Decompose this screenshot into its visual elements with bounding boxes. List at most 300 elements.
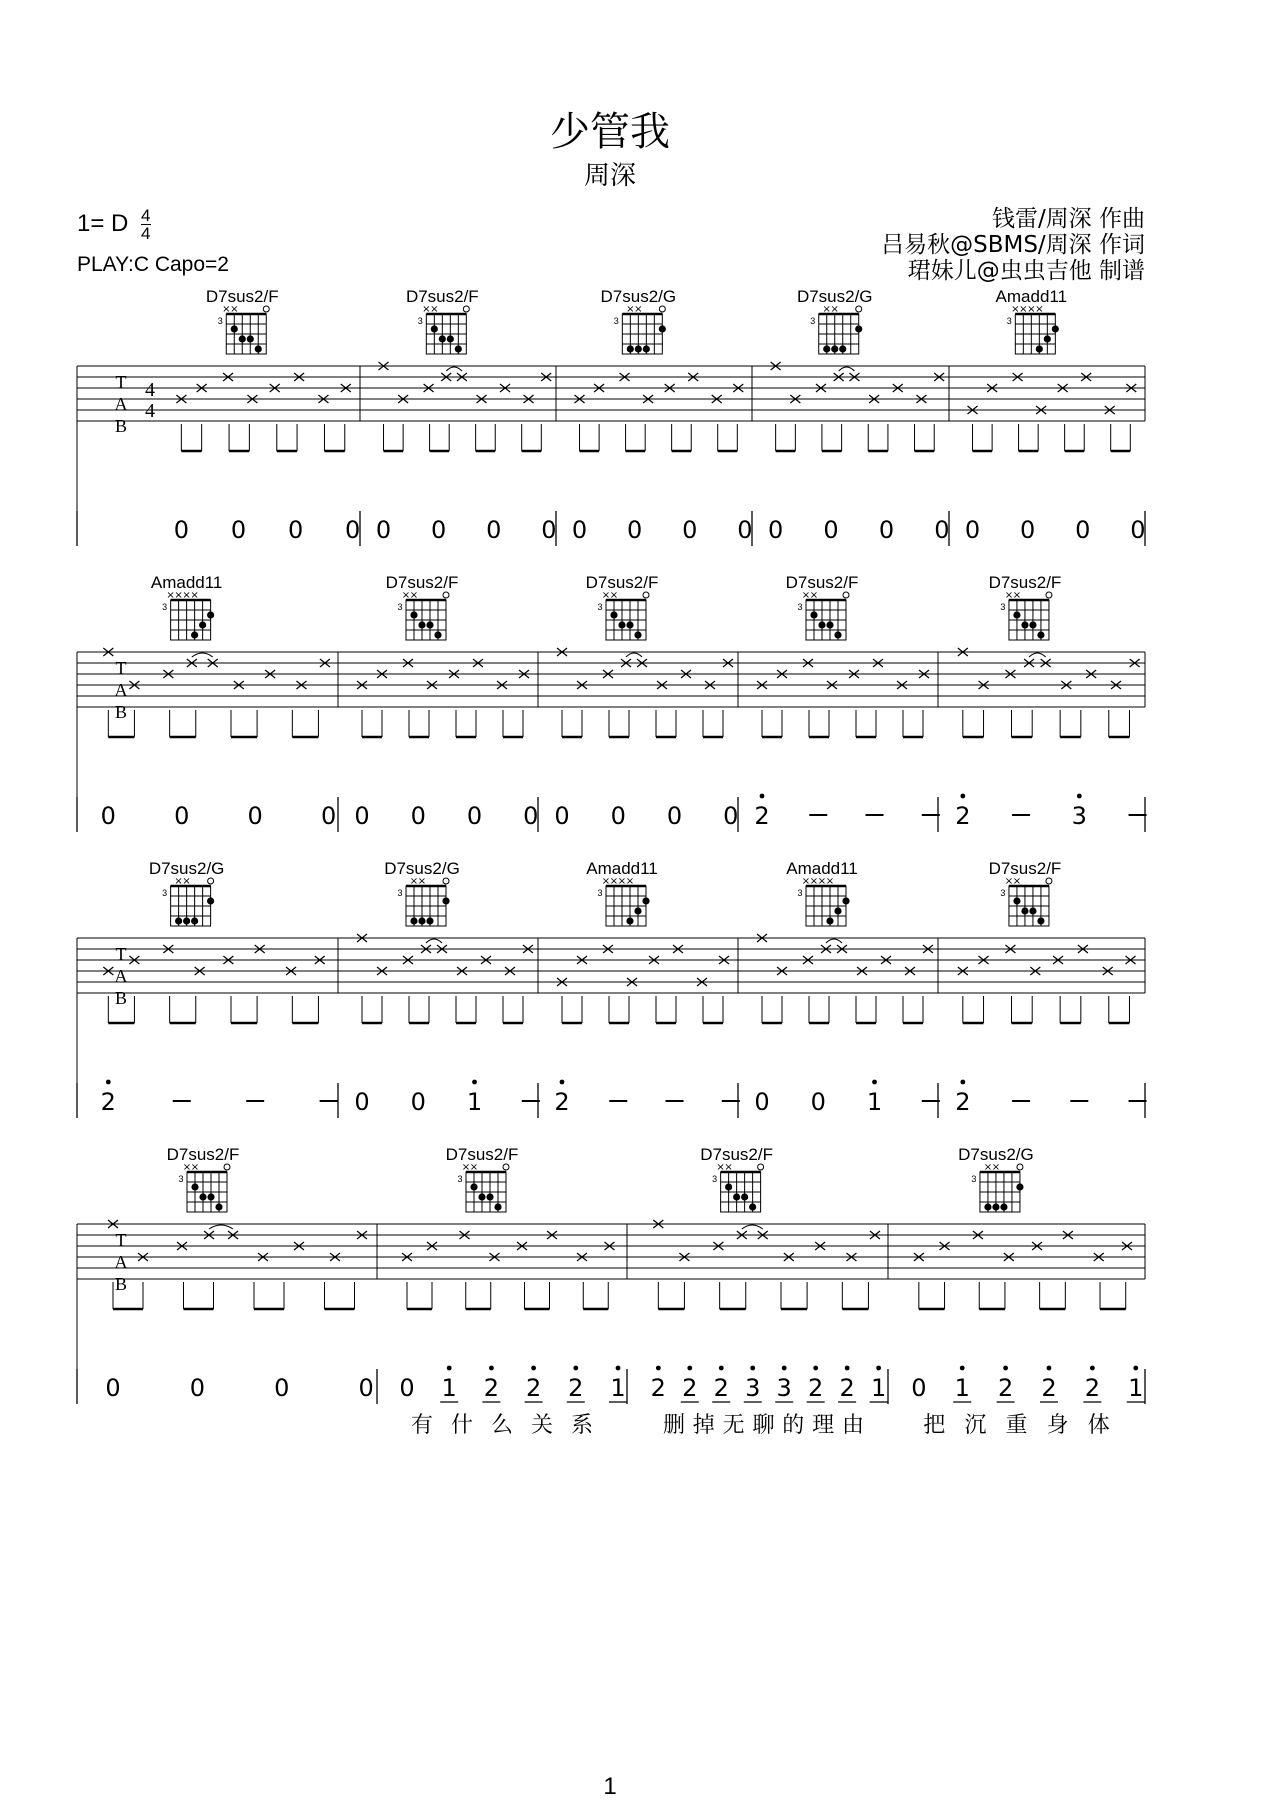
chord-diagram xyxy=(797,287,873,354)
chord-diagram xyxy=(151,573,223,640)
chord-finger-dot xyxy=(442,897,449,904)
high-octave-dot xyxy=(616,1366,621,1371)
chord-name: Amadd11 xyxy=(586,859,658,878)
jianpu-note: 0 xyxy=(320,802,337,830)
system xyxy=(77,573,1147,832)
tab-tie-arc xyxy=(192,653,213,657)
chord-name: Amadd11 xyxy=(786,859,858,878)
chord-mute-mark: × xyxy=(1004,590,1014,601)
chord-finger-dot xyxy=(634,631,641,638)
page-number: 1 xyxy=(603,1773,617,1800)
chord-fret-number: 3 xyxy=(1006,316,1012,326)
jianpu-note: 0 xyxy=(358,1374,374,1402)
chord-mute-mark: × xyxy=(190,1162,200,1173)
chord-finger-dot xyxy=(749,1203,756,1210)
chord-mute-mark: × xyxy=(1035,304,1044,315)
chord-diagram xyxy=(586,573,659,640)
lyric-char: 么 xyxy=(490,1413,514,1438)
chord-mute-mark: × xyxy=(174,876,183,887)
jianpu-note: 0 xyxy=(1020,516,1036,544)
chord-finger-dot xyxy=(818,621,825,628)
lyric-char: 由 xyxy=(841,1413,864,1438)
chord-finger-dot xyxy=(255,345,262,352)
chord-finger-dot xyxy=(175,917,182,924)
jianpu-note: 3 xyxy=(745,1374,761,1402)
chord-mute-mark: × xyxy=(601,876,611,887)
chord-fret-number: 3 xyxy=(810,316,816,326)
chord-mute-mark: × xyxy=(716,1162,725,1173)
jianpu-note: 0 xyxy=(174,802,190,830)
chord-finger-dot xyxy=(215,1203,222,1210)
chord-diagram xyxy=(786,859,858,926)
credit-composer: 钱雷/周深 作曲 xyxy=(991,206,1145,232)
chord-name: D7sus2/F xyxy=(445,1145,519,1164)
chord-diagram xyxy=(700,1145,773,1212)
high-octave-dot xyxy=(960,1080,965,1085)
chord-finger-dot xyxy=(725,1183,732,1190)
chord-open-mark xyxy=(843,592,849,598)
lyric-char: 理 xyxy=(812,1413,835,1438)
chord-mute-mark: × xyxy=(1019,304,1028,315)
jianpu-note: 0 xyxy=(354,802,370,830)
tab-clef-letter: B xyxy=(114,1274,128,1294)
chord-diagram xyxy=(149,859,225,926)
jianpu-note: 0 xyxy=(610,802,626,830)
jianpu-note: 2 xyxy=(682,1374,698,1402)
key-label: 1= D xyxy=(77,209,129,237)
jianpu-note: 0 xyxy=(911,1374,927,1402)
chord-diagram xyxy=(989,573,1062,640)
chord-mute-mark: × xyxy=(401,590,411,601)
chord-diagram xyxy=(958,1145,1034,1212)
chord-mute-mark: × xyxy=(609,876,619,887)
chord-finger-dot xyxy=(410,917,417,924)
lyric-char: 把 xyxy=(923,1413,946,1438)
tab-clef-letter: T xyxy=(115,372,127,392)
system xyxy=(77,1145,1145,1438)
chord-finger-dot xyxy=(855,325,862,332)
jianpu-note: 1 xyxy=(954,1374,970,1402)
chord-name: D7sus2/G xyxy=(148,859,225,878)
high-octave-dot xyxy=(876,1366,881,1371)
chord-diagram xyxy=(786,573,859,640)
jianpu-note: 0 xyxy=(571,516,588,544)
jianpu-note: 2 xyxy=(1041,1374,1057,1402)
chord-fret-number: 3 xyxy=(797,888,803,898)
jianpu-note: 0 xyxy=(345,516,361,544)
lyric-char: 关 xyxy=(530,1413,554,1438)
chord-diagram xyxy=(989,859,1062,926)
song-artist: 周深 xyxy=(583,161,636,191)
chord-mute-mark: × xyxy=(724,1162,733,1173)
chord-finger-dot xyxy=(1029,907,1036,914)
chord-finger-dot xyxy=(626,917,633,924)
tab-tie-arc xyxy=(426,939,442,943)
jianpu-note: 2 xyxy=(554,1088,570,1116)
chord-mute-mark: × xyxy=(430,304,439,315)
chord-finger-dot xyxy=(239,335,246,342)
chord-finger-dot xyxy=(1013,897,1020,904)
chord-mute-mark: × xyxy=(626,304,635,315)
high-octave-dot xyxy=(106,1080,111,1085)
lyric-char: 系 xyxy=(570,1413,594,1438)
chord-open-mark xyxy=(659,306,665,312)
chord-finger-dot xyxy=(478,1193,485,1200)
jianpu-note: 0 xyxy=(173,516,190,544)
tab-time-bottom: 4 xyxy=(145,400,155,422)
jianpu-note: 0 xyxy=(810,1088,826,1116)
high-octave-dot xyxy=(750,1366,755,1371)
chord-fret-number: 3 xyxy=(1000,888,1006,898)
time-signature-bottom: 4 xyxy=(141,224,151,243)
chord-fret-number: 3 xyxy=(597,888,603,898)
tab-time-top: 4 xyxy=(145,379,155,401)
jianpu-note: 0 xyxy=(399,1374,415,1402)
high-octave-dot xyxy=(531,1366,536,1371)
tab-clef-letter: A xyxy=(114,394,128,414)
chord-finger-dot xyxy=(1013,611,1020,618)
lyric-char: 身 xyxy=(1046,1413,1069,1438)
chord-finger-dot xyxy=(191,917,198,924)
jianpu-note: 1 xyxy=(466,1088,483,1116)
tab-clef-letter: A xyxy=(114,680,128,700)
jianpu-note: 0 xyxy=(627,516,643,544)
chord-finger-dot xyxy=(434,631,441,638)
chord-name: D7sus2/F xyxy=(700,1145,773,1164)
high-octave-dot xyxy=(472,1080,477,1085)
high-octave-dot xyxy=(782,1366,787,1371)
chord-finger-dot xyxy=(810,611,817,618)
jianpu-note: 1 xyxy=(870,1374,887,1402)
chord-finger-dot xyxy=(659,325,666,332)
chord-finger-dot xyxy=(191,1183,198,1190)
chord-finger-dot xyxy=(826,621,833,628)
jianpu-note: 0 xyxy=(1075,516,1091,544)
lyric-char: 掉 xyxy=(692,1413,715,1438)
chord-finger-dot xyxy=(842,897,849,904)
time-signature-top: 4 xyxy=(141,206,151,225)
chord-finger-dot xyxy=(247,335,254,342)
high-octave-dot xyxy=(872,1080,877,1085)
play-capo-label: PLAY:C Capo=2 xyxy=(77,253,229,276)
chord-fret-number: 3 xyxy=(597,602,603,612)
chord-finger-dot xyxy=(207,1193,214,1200)
jianpu-note: 2 xyxy=(483,1374,500,1402)
jianpu-note: 2 xyxy=(754,802,770,830)
chord-mute-mark: × xyxy=(983,1162,993,1173)
jianpu-note: 0 xyxy=(375,516,392,544)
jianpu-note: 3 xyxy=(776,1374,792,1402)
chord-mute-mark: × xyxy=(809,876,819,887)
chord-finger-dot xyxy=(410,611,417,618)
jianpu-note: 0 xyxy=(287,516,304,544)
chord-finger-dot xyxy=(984,1203,991,1210)
chord-fret-number: 3 xyxy=(1000,602,1006,612)
chord-mute-mark: × xyxy=(174,590,183,601)
jianpu-note: 1 xyxy=(866,1088,883,1116)
chord-finger-dot xyxy=(494,1203,501,1210)
chord-name: D7sus2/G xyxy=(796,287,873,306)
chord-name: D7sus2/F xyxy=(988,859,1062,878)
tab-clef-letter: A xyxy=(114,1252,128,1272)
chord-name: D7sus2/F xyxy=(785,573,859,592)
chord-fret-number: 3 xyxy=(397,602,403,612)
jianpu-note: 2 xyxy=(100,1088,116,1116)
chord-open-mark xyxy=(1017,1164,1023,1170)
jianpu-note: 0 xyxy=(247,802,263,830)
jianpu-note: 0 xyxy=(878,516,895,544)
chord-finger-dot xyxy=(418,917,425,924)
chord-mute-mark: × xyxy=(182,590,191,601)
chord-fret-number: 3 xyxy=(417,316,423,326)
chord-diagram xyxy=(601,287,677,354)
chord-mute-mark: × xyxy=(1027,304,1036,315)
jianpu-note: 0 xyxy=(666,802,683,830)
lyric-char: 无 xyxy=(722,1413,745,1438)
chord-name: D7sus2/F xyxy=(385,573,459,592)
chord-open-mark xyxy=(758,1164,764,1170)
jianpu-note: 2 xyxy=(713,1374,729,1402)
chord-mute-mark: × xyxy=(609,590,619,601)
chord-name: D7sus2/G xyxy=(384,859,460,878)
chord-finger-dot xyxy=(1037,917,1044,924)
chord-name: D7sus2/F xyxy=(988,573,1062,592)
chord-mute-mark: × xyxy=(817,876,827,887)
jianpu-note: 0 xyxy=(541,516,557,544)
jianpu-note: 0 xyxy=(723,802,739,830)
chord-finger-dot xyxy=(627,345,634,352)
chord-mute-mark: × xyxy=(417,876,427,887)
chord-mute-mark: × xyxy=(809,590,819,601)
chord-finger-dot xyxy=(741,1193,748,1200)
jianpu-note: 2 xyxy=(568,1374,584,1402)
chord-open-mark xyxy=(463,306,469,312)
jianpu-note: 2 xyxy=(955,1088,971,1116)
jianpu-note: 0 xyxy=(737,516,753,544)
jianpu-note: 0 xyxy=(523,802,539,830)
jianpu-note: 2 xyxy=(955,802,971,830)
chord-open-mark xyxy=(1046,878,1052,884)
high-octave-dot xyxy=(1047,1366,1052,1371)
chord-finger-dot xyxy=(1016,1183,1023,1190)
chord-finger-dot xyxy=(634,907,641,914)
chord-finger-dot xyxy=(455,345,462,352)
jianpu-note: 2 xyxy=(808,1374,824,1402)
chord-open-mark xyxy=(643,592,649,598)
chord-fret-number: 3 xyxy=(397,888,403,898)
chord-finger-dot xyxy=(834,631,841,638)
chord-mute-mark: × xyxy=(190,590,199,601)
tab-tie-arc xyxy=(1029,653,1046,657)
jianpu-note: 0 xyxy=(682,516,698,544)
jianpu-note: 0 xyxy=(554,802,570,830)
chord-name: D7sus2/G xyxy=(958,1145,1034,1164)
chord-finger-dot xyxy=(199,621,206,628)
chord-diagram xyxy=(206,287,279,354)
jianpu-note: 0 xyxy=(100,802,116,830)
tab-tie-arc xyxy=(209,1225,233,1229)
chord-mute-mark: × xyxy=(166,590,175,601)
jianpu-note: 0 xyxy=(410,1088,426,1116)
lyric-char: 的 xyxy=(782,1413,805,1438)
chord-mute-mark: × xyxy=(1004,876,1014,887)
chord-finger-dot xyxy=(643,345,650,352)
chord-diagram xyxy=(446,1145,519,1212)
chord-open-mark xyxy=(443,592,449,598)
chord-open-mark xyxy=(1046,592,1052,598)
chord-open-mark xyxy=(208,878,214,884)
credit-lyricist: 吕易秋@SBMS/周深 作词 xyxy=(881,232,1145,258)
chord-finger-dot xyxy=(826,917,833,924)
chord-finger-dot xyxy=(1000,1203,1007,1210)
jianpu-note: 0 xyxy=(767,516,784,544)
chord-mute-mark: × xyxy=(1012,876,1022,887)
jianpu-note: 1 xyxy=(610,1374,626,1402)
chord-diagram xyxy=(996,287,1068,354)
chord-finger-dot xyxy=(231,325,238,332)
chord-finger-dot xyxy=(199,1193,206,1200)
chord-finger-dot xyxy=(834,907,841,914)
tab-clef-letter: A xyxy=(114,966,128,986)
chord-finger-dot xyxy=(635,345,642,352)
chord-mute-mark: × xyxy=(634,304,643,315)
chord-finger-dot xyxy=(191,631,198,638)
chord-mute-mark: × xyxy=(801,590,811,601)
jianpu-note: 0 xyxy=(823,516,839,544)
high-octave-dot xyxy=(560,1080,565,1085)
chord-mute-mark: × xyxy=(409,590,419,601)
chord-finger-dot xyxy=(426,917,433,924)
chord-fret-number: 3 xyxy=(162,602,168,612)
chord-finger-dot xyxy=(642,897,649,904)
chord-finger-dot xyxy=(1044,335,1051,342)
chord-name: D7sus2/F xyxy=(585,573,659,592)
jianpu-note: 1 xyxy=(1128,1374,1144,1402)
tab-tie-arc xyxy=(626,653,642,657)
chord-name: D7sus2/F xyxy=(405,287,479,306)
chord-finger-dot xyxy=(992,1203,999,1210)
tab-tie-arc xyxy=(742,1225,763,1229)
chord-diagram xyxy=(384,859,460,926)
chord-name: D7sus2/F xyxy=(205,287,279,306)
high-octave-dot xyxy=(447,1366,452,1371)
high-octave-dot xyxy=(719,1366,724,1371)
chord-finger-dot xyxy=(1036,345,1043,352)
chord-finger-dot xyxy=(439,335,446,342)
tab-clef-letter: T xyxy=(115,658,127,678)
chord-name: D7sus2/G xyxy=(600,287,677,306)
chord-open-mark xyxy=(263,306,269,312)
chord-mute-mark: × xyxy=(469,1162,479,1173)
lyric-char: 沉 xyxy=(964,1413,987,1438)
tab-clef-letter: T xyxy=(115,1230,127,1250)
chord-mute-mark: × xyxy=(801,876,811,887)
chord-finger-dot xyxy=(618,621,625,628)
lyric-char: 有 xyxy=(410,1413,434,1438)
chord-mute-mark: × xyxy=(182,876,191,887)
chord-mute-mark: × xyxy=(1012,590,1022,601)
chord-finger-dot xyxy=(839,345,846,352)
chord-mute-mark: × xyxy=(222,304,231,315)
chord-mute-mark: × xyxy=(1011,304,1020,315)
chord-fret-number: 3 xyxy=(712,1174,718,1184)
jianpu-note: 2 xyxy=(839,1374,855,1402)
tab-tie-arc xyxy=(446,367,462,371)
chord-finger-dot xyxy=(1021,621,1028,628)
jianpu-note: 2 xyxy=(1084,1374,1101,1402)
high-octave-dot xyxy=(813,1366,818,1371)
tab-clef-letter: B xyxy=(114,416,128,436)
chord-fret-number: 3 xyxy=(217,316,223,326)
jianpu-note: 2 xyxy=(525,1374,542,1402)
high-octave-dot xyxy=(489,1366,494,1371)
chord-open-mark xyxy=(856,306,862,312)
high-octave-dot xyxy=(687,1366,692,1371)
chord-open-mark xyxy=(224,1164,230,1170)
chord-fret-number: 3 xyxy=(457,1174,463,1184)
chord-mute-mark: × xyxy=(461,1162,471,1173)
chord-fret-number: 3 xyxy=(971,1174,977,1184)
chord-mute-mark: × xyxy=(822,304,831,315)
chord-finger-dot xyxy=(183,917,190,924)
jianpu-note: 0 xyxy=(105,1374,121,1402)
chord-finger-dot xyxy=(470,1183,477,1190)
chord-finger-dot xyxy=(626,621,633,628)
chord-mute-mark: × xyxy=(182,1162,192,1173)
lyric-char: 什 xyxy=(450,1413,474,1438)
chord-finger-dot xyxy=(831,345,838,352)
chord-finger-dot xyxy=(431,325,438,332)
chord-finger-dot xyxy=(1029,621,1036,628)
chord-mute-mark: × xyxy=(601,590,611,601)
tab-clef-letter: T xyxy=(115,944,127,964)
chord-finger-dot xyxy=(1021,907,1028,914)
jianpu-note: 0 xyxy=(431,516,447,544)
chord-finger-dot xyxy=(1052,325,1059,332)
jianpu-note: 0 xyxy=(354,1088,370,1116)
jianpu-note: 0 xyxy=(274,1374,290,1402)
jianpu-note: 3 xyxy=(1071,802,1087,830)
chord-open-mark xyxy=(503,1164,509,1170)
lyric-char: 聊 xyxy=(752,1413,775,1438)
song-title: 少管我 xyxy=(550,109,670,155)
chord-diagram xyxy=(586,859,658,926)
high-octave-dot xyxy=(1133,1366,1138,1371)
chord-finger-dot xyxy=(207,897,214,904)
chord-diagram xyxy=(386,573,459,640)
high-octave-dot xyxy=(960,794,965,799)
tab-tie-arc xyxy=(826,939,842,943)
tab-clef-letter: B xyxy=(114,702,128,722)
chord-diagram xyxy=(167,1145,240,1212)
chord-fret-number: 3 xyxy=(797,602,803,612)
chord-finger-dot xyxy=(486,1193,493,1200)
chord-mute-mark: × xyxy=(617,876,627,887)
credit-transcriber: 珺妹儿@虫虫吉他 制谱 xyxy=(907,258,1145,284)
tab-clef-letter: B xyxy=(114,988,128,1008)
lyric-char: 体 xyxy=(1087,1413,1110,1438)
high-octave-dot xyxy=(845,1366,850,1371)
jianpu-note: 0 xyxy=(466,802,483,830)
chord-mute-mark: × xyxy=(409,876,419,887)
chord-name: Amadd11 xyxy=(150,573,223,592)
high-octave-dot xyxy=(1090,1366,1095,1371)
lyric-char: 重 xyxy=(1005,1413,1028,1438)
chord-fret-number: 3 xyxy=(162,888,168,898)
chord-finger-dot xyxy=(610,611,617,618)
chord-mute-mark: × xyxy=(230,304,239,315)
lyric-char: 删 xyxy=(662,1413,685,1438)
